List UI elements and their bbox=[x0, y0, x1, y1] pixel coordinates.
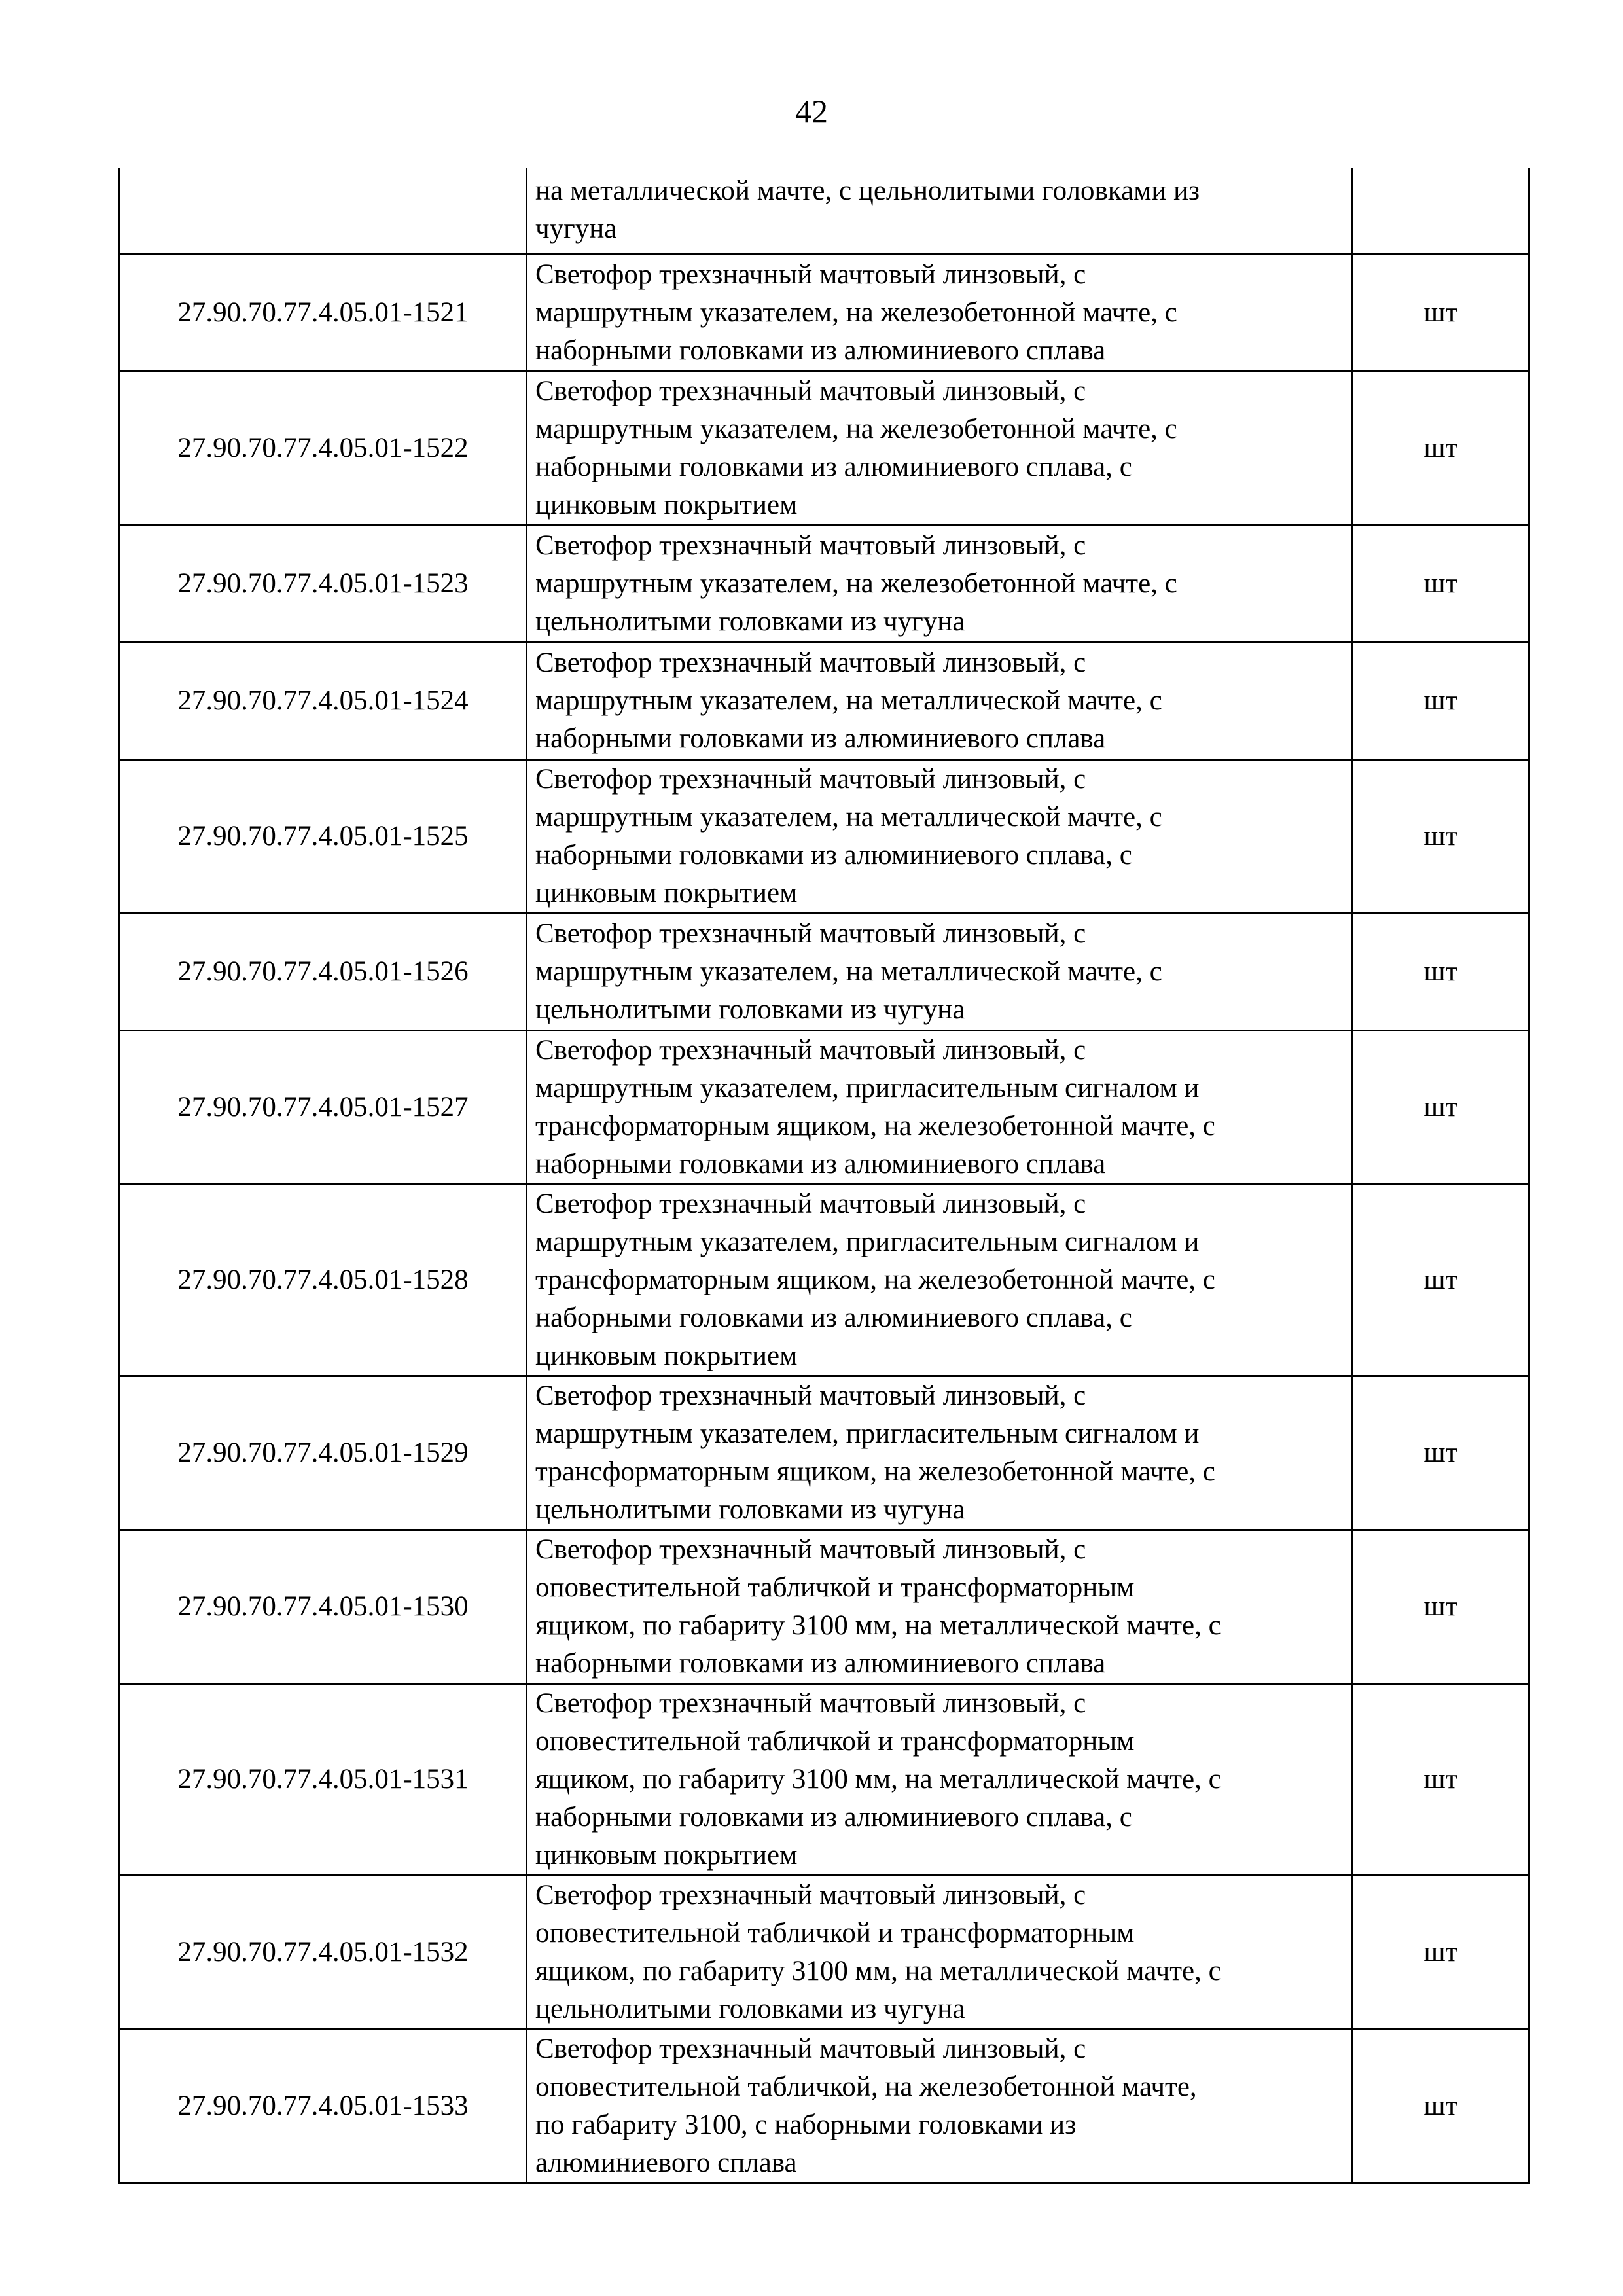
table-row bbox=[120, 1875, 1529, 2029]
description-line: Светофор трехзначный мачтовый линзовый, с bbox=[535, 647, 1086, 678]
item-code-cell: 27.90.70.77.4.05.01-1524 bbox=[120, 642, 527, 759]
table-row bbox=[120, 759, 1529, 913]
description-line: наборными головками из алюминиевого сплава bbox=[535, 334, 1106, 366]
description-line: цельнолитыми головками из чугуна bbox=[535, 994, 965, 1025]
item-code-cell: 27.90.70.77.4.05.01-1533 bbox=[120, 2029, 527, 2183]
table-row bbox=[120, 1530, 1529, 1683]
description-line: цинковым покрытием bbox=[535, 489, 798, 520]
description-line: Светофор трехзначный мачтовый линзовый, с bbox=[535, 259, 1086, 290]
description-line: Светофор трехзначный мачтовый линзовый, с bbox=[535, 1879, 1086, 1910]
description-line: наборными головками из алюминиевого сплава, с bbox=[535, 839, 1132, 870]
description-line: наборными головками из алюминиевого сплава, с bbox=[535, 1302, 1132, 1333]
description-line: Светофор трехзначный мачтовый линзовый, с bbox=[535, 763, 1086, 795]
description-line: Светофор трехзначный мачтовый линзовый, с bbox=[535, 1687, 1086, 1719]
item-code-cell: 27.90.70.77.4.05.01-1529 bbox=[120, 1376, 527, 1530]
description-line: трансформаторным ящиком, на железобетонной мачте, с bbox=[535, 1264, 1215, 1295]
specification-table bbox=[118, 168, 1530, 2184]
item-description-cell bbox=[527, 759, 1353, 913]
unit-cell: шт bbox=[1353, 1875, 1529, 2029]
description-line: Светофор трехзначный мачтовый линзовый, с bbox=[535, 1380, 1086, 1411]
continuation-unit-cell bbox=[1353, 168, 1529, 254]
item-description-cell bbox=[527, 2029, 1353, 2183]
unit-cell: шт bbox=[1353, 2029, 1529, 2183]
page-number: 42 bbox=[795, 93, 828, 130]
table-row bbox=[120, 913, 1529, 1030]
description-line: ящиком, по габариту 3100 мм, на металлической мачте, с bbox=[535, 1763, 1221, 1795]
description-line: наборными головками из алюминиевого сплава, с bbox=[535, 1801, 1132, 1833]
description-line: Светофор трехзначный мачтовый линзовый, с bbox=[535, 1034, 1086, 1066]
table-row bbox=[120, 1683, 1529, 1875]
description-line: маршрутным указателем, на металлической мачте, с bbox=[535, 685, 1162, 716]
description-line: Светофор трехзначный мачтовый линзовый, с bbox=[535, 375, 1086, 406]
item-code-cell: 27.90.70.77.4.05.01-1522 bbox=[120, 371, 527, 525]
item-description-cell bbox=[527, 1875, 1353, 2029]
description-line: наборными головками из алюминиевого сплава, с bbox=[535, 451, 1132, 482]
description-line: маршрутным указателем, пригласительным сигналом и bbox=[535, 1072, 1200, 1103]
item-description-cell bbox=[527, 525, 1353, 642]
description-line: по габариту 3100, с наборными головками из bbox=[535, 2109, 1077, 2140]
description-line: маршрутным указателем, на металлической мачте, с bbox=[535, 956, 1162, 987]
description-line: оповестительной табличкой и трансформаторным bbox=[535, 1571, 1135, 1603]
description-line: маршрутным указателем, на металлической мачте, с bbox=[535, 801, 1162, 833]
description-line: оповестительной табличкой и трансформаторным bbox=[535, 1917, 1135, 1948]
description-line: наборными головками из алюминиевого сплава bbox=[535, 723, 1106, 754]
description-line: маршрутным указателем, на железобетонной мачте, с bbox=[535, 296, 1177, 328]
description-line: маршрутным указателем, пригласительным сигналом и bbox=[535, 1418, 1200, 1449]
item-description-cell bbox=[527, 1376, 1353, 1530]
item-code-cell: 27.90.70.77.4.05.01-1523 bbox=[120, 525, 527, 642]
description-line: оповестительной табличкой и трансформаторным bbox=[535, 1725, 1135, 1757]
description-line: Светофор трехзначный мачтовый линзовый, с bbox=[535, 2033, 1086, 2064]
description-line: алюминиевого сплава bbox=[535, 2147, 797, 2178]
description-line: цинковым покрытием bbox=[535, 1340, 798, 1371]
description-line: цельнолитыми головками из чугуна bbox=[535, 1993, 965, 2024]
item-code-cell: 27.90.70.77.4.05.01-1525 bbox=[120, 759, 527, 913]
table-row bbox=[120, 525, 1529, 642]
item-code-cell: 27.90.70.77.4.05.01-1530 bbox=[120, 1530, 527, 1683]
item-code-cell: 27.90.70.77.4.05.01-1528 bbox=[120, 1184, 527, 1376]
item-code-cell: 27.90.70.77.4.05.01-1521 bbox=[120, 254, 527, 371]
description-line: цинковым покрытием bbox=[535, 1839, 798, 1871]
unit-cell: шт bbox=[1353, 1683, 1529, 1875]
unit-cell: шт bbox=[1353, 759, 1529, 913]
item-code-cell: 27.90.70.77.4.05.01-1526 bbox=[120, 913, 527, 1030]
unit-cell: шт bbox=[1353, 1184, 1529, 1376]
table-body bbox=[120, 168, 1529, 2183]
item-description-cell bbox=[527, 642, 1353, 759]
item-description-cell bbox=[527, 1530, 1353, 1683]
description-line: Светофор трехзначный мачтовый линзовый, с bbox=[535, 1534, 1086, 1565]
unit-cell: шт bbox=[1353, 913, 1529, 1030]
item-code-cell: 27.90.70.77.4.05.01-1527 bbox=[120, 1030, 527, 1184]
table-row bbox=[120, 1376, 1529, 1530]
unit-cell: шт bbox=[1353, 371, 1529, 525]
item-description-cell bbox=[527, 1683, 1353, 1875]
continuation-description-cell bbox=[527, 168, 1353, 254]
description-line: трансформаторным ящиком, на железобетонной мачте, с bbox=[535, 1110, 1215, 1141]
continuation-row bbox=[120, 168, 1529, 254]
description-line: цельнолитыми головками из чугуна bbox=[535, 1494, 965, 1525]
continuation-code-cell bbox=[120, 168, 527, 254]
description-line: наборными головками из алюминиевого сплава bbox=[535, 1148, 1106, 1179]
description-line: трансформаторным ящиком, на железобетонной мачте, с bbox=[535, 1456, 1215, 1487]
description-line: маршрутным указателем, на железобетонной мачте, с bbox=[535, 567, 1177, 599]
unit-cell: шт bbox=[1353, 254, 1529, 371]
unit-cell: шт bbox=[1353, 642, 1529, 759]
description-line: оповестительной табличкой, на железобетонной мачте, bbox=[535, 2071, 1197, 2102]
table-row bbox=[120, 254, 1529, 371]
unit-cell: шт bbox=[1353, 1376, 1529, 1530]
item-code-cell: 27.90.70.77.4.05.01-1531 bbox=[120, 1683, 527, 1875]
description-line: маршрутным указателем, пригласительным сигналом и bbox=[535, 1226, 1200, 1257]
table-row bbox=[120, 642, 1529, 759]
unit-cell: шт bbox=[1353, 1530, 1529, 1683]
description-line: Светофор трехзначный мачтовый линзовый, с bbox=[535, 1188, 1086, 1219]
table-row bbox=[120, 1030, 1529, 1184]
table-row bbox=[120, 2029, 1529, 2183]
item-description-cell bbox=[527, 1030, 1353, 1184]
unit-cell: шт bbox=[1353, 525, 1529, 642]
description-line: Светофор трехзначный мачтовый линзовый, с bbox=[535, 918, 1086, 949]
description-line: ящиком, по габариту 3100 мм, на металлической мачте, с bbox=[535, 1609, 1221, 1641]
description-line: Светофор трехзначный мачтовый линзовый, с bbox=[535, 529, 1086, 561]
description-line: на металлической мачте, с цельнолитыми головками из bbox=[535, 175, 1200, 207]
description-line: чугуна bbox=[535, 213, 617, 245]
item-description-cell bbox=[527, 913, 1353, 1030]
item-description-cell bbox=[527, 1184, 1353, 1376]
table-row bbox=[120, 1184, 1529, 1376]
item-description-cell bbox=[527, 254, 1353, 371]
item-code-cell: 27.90.70.77.4.05.01-1532 bbox=[120, 1875, 527, 2029]
unit-cell: шт bbox=[1353, 1030, 1529, 1184]
description-line: цельнолитыми головками из чугуна bbox=[535, 605, 965, 637]
description-line: ящиком, по габариту 3100 мм, на металлической мачте, с bbox=[535, 1955, 1221, 1986]
item-description-cell bbox=[527, 371, 1353, 525]
description-line: цинковым покрытием bbox=[535, 877, 798, 908]
table-row bbox=[120, 371, 1529, 525]
description-line: наборными головками из алюминиевого сплава bbox=[535, 1647, 1106, 1679]
description-line: маршрутным указателем, на железобетонной мачте, с bbox=[535, 413, 1177, 444]
